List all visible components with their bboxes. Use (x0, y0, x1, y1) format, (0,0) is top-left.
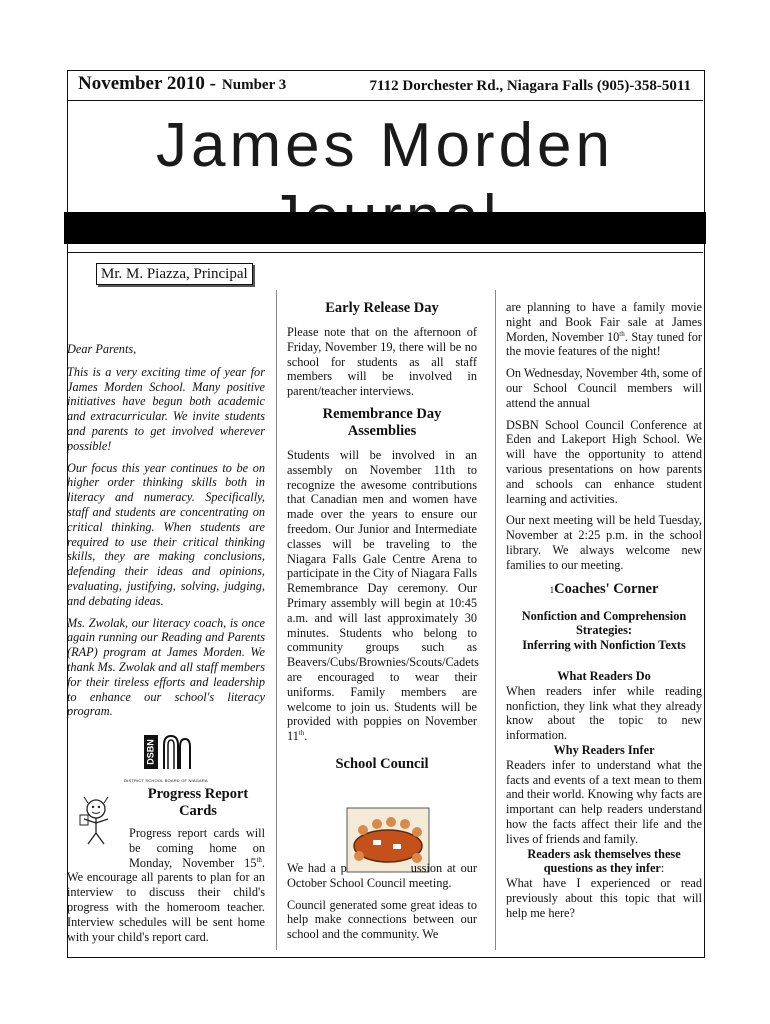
coaches-subheading-1: Nonfiction and Comprehension Strategies: (521, 608, 687, 638)
remembrance-body: Students will be involved in an assembly on November 11th to recognize the awesome contributions that Canadian men and women have made over the years to ensure our freedom. Our Junior and Intermediate classes will be traveling to the Niagara Falls Gale Centre Arena to participate in the City of Niagara Falls Remembrance Day ceremony. Our Primary assembly will begin at 10:45 a.m. and will last approximately 30 minutes. Students who belong to community groups such as Beavers/Cubs/Brownies/Scouts/Cadets are encouraged to wear their uniforms. Family members are welcome to join us. Students will be provided with poppies on November 11 (287, 447, 479, 744)
progress-text-a: Progress report cards will be coming home on Monday, November 15 (129, 826, 265, 870)
dsbn-logo-caption: DISTRICT SCHOOL BOARD OF NIAGARA (124, 778, 208, 783)
column-divider-right (495, 290, 496, 950)
principal-label: Mr. M. Piazza, Principal (96, 263, 253, 285)
what-readers-do-heading: What Readers Do (557, 668, 651, 683)
readers-ask-heading (506, 847, 702, 877)
council-next-meeting: Our next meeting will be held Tuesday, November at 2:25 p.m. in the school library. We always welcome new families to our meeting. (506, 513, 702, 572)
council-text-1b: ussion at our October School Council meeting. (287, 861, 477, 890)
issue-date-text: November 2010 - (78, 73, 216, 94)
readers-ask-colon: : (660, 861, 665, 876)
letter-paragraph-1: This is a very exciting time of year for James Morden School. Many positive initiatives have begun both academic and extracurricular. We invite students and parents to get involved wherever possible! (67, 364, 265, 453)
council-text-1a: We had a p (287, 861, 347, 875)
progress-body (67, 826, 265, 951)
council-movie-text-end: . Stay tuned for the movie features of the night! (506, 329, 702, 359)
letter-paragraph-2: Our focus this year continues to be on higher order thinking skills both in literacy and numeracy. Specifically, staff and students are concentrating on critical thinking. When students are required to use their critical thinking skills, they are making conclusions, defending their ideas and opinions, evaluating, justifying, solving, judging, and debating ideas. (67, 460, 265, 608)
council-text-2: Council generated some great ideas to help make connections between our school and the community. We (287, 897, 477, 942)
progress-text-b: . We encourage all parents to plan for an interview to discuss their child's progress with the homeroom teacher. Interview schedules will be sent home with your child's report card. (67, 855, 265, 944)
issue-date (78, 73, 286, 95)
why-readers-infer-heading: Why Readers Infer (553, 742, 655, 757)
letter-paragraph-3: Ms. Zwolak, our literacy coach, is once again running our Reading and Parents (RAP) program at James Morden. We thank Ms. Zwolak and all staff members for their tireless efforts and leadership to enhance our school's literacy program. (67, 615, 265, 719)
council-movie-sup: th (619, 329, 625, 338)
letter-salutation: Dear Parents, (67, 342, 137, 356)
dsbn-logo (124, 733, 208, 781)
masthead-black-band (64, 212, 706, 244)
remembrance-body-end: . (304, 729, 308, 744)
header-bar (67, 70, 703, 101)
issue-number: Number 3 (221, 77, 287, 93)
progress-heading: Progress Report Cards (147, 786, 249, 819)
what-readers-do-text: When readers infer while reading nonfiction, they link what they already know about the topic to new information. (506, 683, 702, 743)
why-readers-infer-text: Readers infer to understand what the facts and events of a text mean to them and their world. Knowing why facts are important can help readers understand how the facts affect their life and the lives of friends and family. (506, 757, 702, 846)
column-divider-left (276, 290, 277, 950)
school-council-body (287, 861, 477, 949)
coaches-corner-heading (506, 581, 702, 599)
progress-image-space (67, 826, 129, 856)
early-release-heading: Early Release Day (325, 300, 439, 316)
dsbn-logo-text: DSBN (145, 739, 156, 765)
school-council-heading: School Council (335, 755, 429, 772)
dsbn-logo-mark (124, 733, 208, 773)
coaches-corner-prefix: 1 (549, 584, 555, 595)
readers-ask-heading-text: Readers ask themselves these questions as they infer (527, 846, 681, 876)
column-left (67, 342, 265, 726)
school-address: 7112 Dorchester Rd., Niagara Falls (905)-358-5011 (369, 78, 691, 94)
council-movie-text: are planning to have a family movie night and Book Fair sale at James Morden, November 10 (506, 300, 702, 344)
council-conference-text: On Wednesday, November 4th, some of our School Council members will attend the annual (506, 366, 702, 410)
council-conference-details: DSBN School Council Conference at Eden and Lakeport High School. We will have the opportunity to attend various presentations on how parents and schools can enhance student learning and activities. (506, 417, 702, 506)
masthead-title-line1: James Morden (155, 111, 615, 180)
column-right (506, 300, 702, 927)
early-release-body: Please note that on the afternoon of Friday, November 19, there will be no school for students as all staff members will be involved in parent/teacher interviews. (287, 325, 477, 399)
remembrance-sup: th (298, 729, 305, 738)
coaches-subheading-2: Inferring with Nonfiction Texts (522, 638, 686, 653)
remembrance-heading: Remembrance Day Assemblies (322, 405, 442, 439)
column-middle (287, 300, 477, 779)
coaches-corner-title: Coaches' Corner (554, 580, 659, 597)
readers-ask-text: What have I experienced or read previously about this topic that will help me here? (506, 876, 702, 920)
progress-sup: th (256, 855, 262, 864)
